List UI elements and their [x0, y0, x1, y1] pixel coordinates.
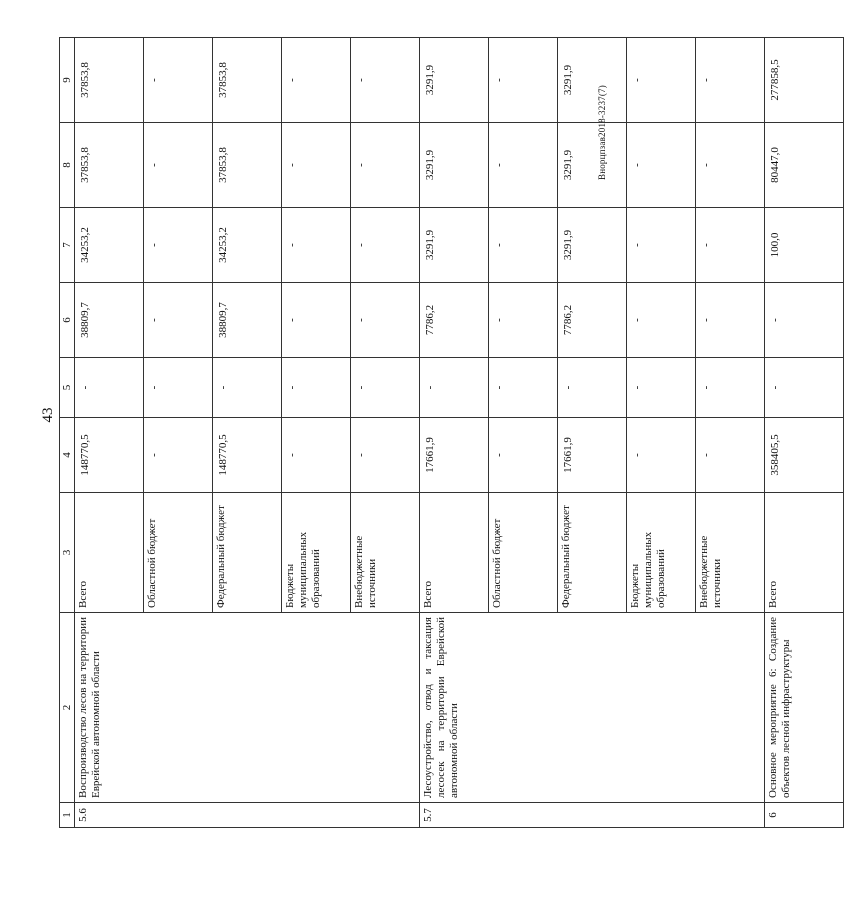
value-cell: 37853,8 [75, 123, 144, 208]
value-cell: 3291,9 [558, 208, 627, 283]
value-cell: 277858,5 [765, 38, 844, 123]
value-cell: - [489, 358, 558, 418]
funding-source: Федеральный бюджет [213, 493, 282, 613]
header-cell: 7 [60, 208, 75, 283]
value-cell: 34253,2 [213, 208, 282, 283]
funding-source: Областной бюджет [144, 493, 213, 613]
header-cell: 2 [60, 613, 75, 803]
value-cell: - [489, 38, 558, 123]
value-cell: - [765, 283, 844, 358]
value-cell: - [489, 123, 558, 208]
value-cell: 3291,9 [420, 38, 489, 123]
value-cell: - [351, 358, 420, 418]
value-cell: - [765, 358, 844, 418]
value-cell: - [696, 208, 765, 283]
value-cell: - [696, 38, 765, 123]
funding-source: Всего [75, 493, 144, 613]
table-row [420, 38, 489, 828]
funding-source: Всего [420, 493, 489, 613]
value-cell: - [144, 358, 213, 418]
value-cell: - [351, 123, 420, 208]
page-number: 43 [40, 407, 56, 423]
row-number: 5.6 [75, 803, 420, 828]
value-cell: 38809,7 [75, 283, 144, 358]
header-cell: 1 [60, 803, 75, 828]
value-cell: - [351, 208, 420, 283]
activity-name: Лесоустройство, отвод и таксация лесосек на территории Еврейской автономной области [420, 613, 765, 803]
value-cell: - [627, 418, 696, 493]
funding-source: Областной бюджет [489, 493, 558, 613]
activity-name: Воспроизводство лесов на территории Еврейской автономной области [75, 613, 420, 803]
value-cell: 38809,7 [213, 283, 282, 358]
value-cell: 37853,8 [213, 123, 282, 208]
value-cell: - [696, 418, 765, 493]
value-cell: 34253,2 [75, 208, 144, 283]
value-cell: - [627, 208, 696, 283]
activity-name: Основное мероприятие 6: Создание объектов лесной инфраструктуры [765, 613, 844, 803]
value-cell: - [144, 208, 213, 283]
budget-table [59, 37, 844, 828]
value-cell: 148770,5 [75, 418, 144, 493]
value-cell: - [489, 418, 558, 493]
value-cell: - [282, 208, 351, 283]
value-cell: - [144, 123, 213, 208]
header-cell: 5 [60, 358, 75, 418]
value-cell: - [696, 123, 765, 208]
funding-source: Внебюджетные источники [696, 493, 765, 613]
value-cell: - [696, 358, 765, 418]
value-cell: - [558, 358, 627, 418]
value-cell: - [627, 123, 696, 208]
document-code: Внорцпзав2018-3237(7) [597, 85, 607, 180]
table-row [765, 38, 844, 828]
value-cell: - [627, 358, 696, 418]
table-row [75, 38, 144, 828]
value-cell: - [282, 358, 351, 418]
funding-source: Внебюджетные источники [351, 493, 420, 613]
value-cell: 17661,9 [558, 418, 627, 493]
funding-source: Всего [765, 493, 844, 613]
value-cell: - [489, 283, 558, 358]
value-cell: - [696, 283, 765, 358]
value-cell: 37853,8 [213, 38, 282, 123]
value-cell: 37853,8 [75, 38, 144, 123]
value-cell: 100,0 [765, 208, 844, 283]
value-cell: 7786,2 [420, 283, 489, 358]
row-number: 5.7 [420, 803, 765, 828]
value-cell: 148770,5 [213, 418, 282, 493]
value-cell: 358405,5 [765, 418, 844, 493]
header-cell: 6 [60, 283, 75, 358]
value-cell: - [282, 123, 351, 208]
value-cell: - [144, 418, 213, 493]
funding-source: Федеральный бюджет [558, 493, 627, 613]
value-cell: - [144, 38, 213, 123]
value-cell: 7786,2 [558, 283, 627, 358]
value-cell: - [420, 358, 489, 418]
value-cell: - [351, 283, 420, 358]
row-number: 6 [765, 803, 844, 828]
header-cell: 8 [60, 123, 75, 208]
table-header [60, 38, 75, 828]
value-cell: 3291,9 [420, 208, 489, 283]
value-cell: 17661,9 [420, 418, 489, 493]
value-cell: - [213, 358, 282, 418]
value-cell: - [282, 283, 351, 358]
header-cell: 9 [60, 38, 75, 123]
header-cell: 4 [60, 418, 75, 493]
funding-source: Бюджеты муниципальных образований [282, 493, 351, 613]
value-cell: - [627, 38, 696, 123]
value-cell: - [282, 418, 351, 493]
value-cell: 3291,9 [558, 123, 627, 208]
value-cell: - [351, 38, 420, 123]
value-cell: 3291,9 [558, 38, 627, 123]
value-cell: - [282, 38, 351, 123]
header-cell: 3 [60, 493, 75, 613]
value-cell: 3291,9 [420, 123, 489, 208]
value-cell: - [627, 283, 696, 358]
value-cell: - [489, 208, 558, 283]
value-cell: - [351, 418, 420, 493]
value-cell: - [144, 283, 213, 358]
funding-source: Бюджеты муниципальных образований [627, 493, 696, 613]
value-cell: - [75, 358, 144, 418]
value-cell: 80447,0 [765, 123, 844, 208]
